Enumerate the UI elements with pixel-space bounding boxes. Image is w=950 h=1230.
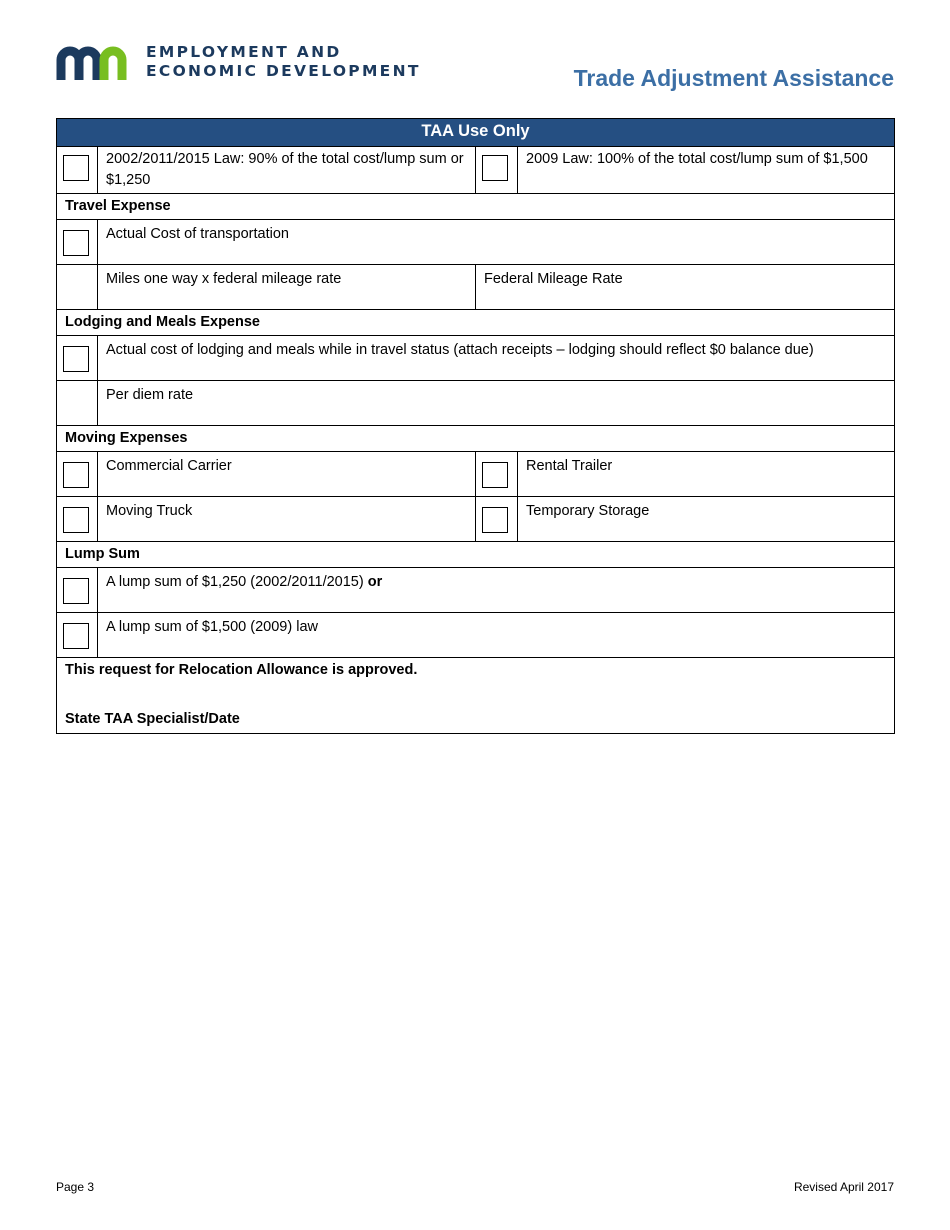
federal-mileage-rate-field[interactable]: Federal Mileage Rate: [476, 265, 895, 310]
miles-field[interactable]: Miles one way x federal mileage rate: [98, 265, 476, 310]
form-title: TAA Use Only: [57, 119, 895, 147]
travel-expense-section: [57, 194, 895, 220]
lump-sum-1500-label: A lump sum of $1,500 (2009) law: [98, 613, 895, 658]
moving-truck-checkbox[interactable]: [63, 507, 89, 533]
moving-expenses-heading: Moving Expenses: [57, 426, 895, 452]
lump-sum-1250-cell: [98, 568, 895, 613]
page-header: [56, 40, 894, 100]
moving-row-2: [57, 497, 895, 542]
approval-row: [57, 658, 895, 734]
travel-actual-cost-checkbox[interactable]: [63, 230, 89, 256]
agency-name-line2: ECONOMIC DEVELOPMENT: [146, 62, 421, 80]
travel-mileage-row: [57, 265, 895, 310]
travel-actual-cost-row: [57, 220, 895, 265]
law-options-row: [57, 147, 895, 194]
lump-sum-1250-checkbox[interactable]: [63, 578, 89, 604]
lump-sum-heading: Lump Sum: [57, 542, 895, 568]
travel-expense-heading: Travel Expense: [57, 194, 895, 220]
rental-trailer-checkbox[interactable]: [482, 462, 508, 488]
minnesota-logo-icon: [56, 44, 136, 80]
lump-sum-1500-checkbox[interactable]: [63, 623, 89, 649]
empty-cell: [57, 381, 98, 426]
page-number: Page 3: [56, 1180, 95, 1194]
form-title-bar: [57, 119, 895, 147]
lump-sum-section: [57, 542, 895, 568]
lodging-meals-section: [57, 310, 895, 336]
commercial-carrier-checkbox[interactable]: [63, 462, 89, 488]
law-2009-label: 2009 Law: 100% of the total cost/lump sum of $1,500: [518, 147, 895, 194]
lodging-actual-cost-checkbox[interactable]: [63, 346, 89, 372]
agency-name-line1: EMPLOYMENT AND: [146, 43, 342, 61]
moving-truck-label: Moving Truck: [98, 497, 476, 542]
approval-statement: This request for Relocation Allowance is approved.: [65, 662, 418, 678]
per-diem-field[interactable]: Per diem rate: [98, 381, 895, 426]
lump-sum-1250-label: A lump sum of $1,250 (2002/2011/2015): [106, 574, 368, 590]
per-diem-row: [57, 381, 895, 426]
law-2002-2011-2015-label: 2002/2011/2015 Law: 90% of the total cost/lump sum or $1,250: [98, 147, 476, 194]
lump-sum-or-label: or: [367, 574, 383, 590]
approval-cell[interactable]: [57, 658, 895, 734]
lump-sum-row-1: [57, 568, 895, 613]
lump-sum-row-2: [57, 613, 895, 658]
travel-actual-cost-label: Actual Cost of transportation: [98, 220, 895, 265]
law-2009-checkbox[interactable]: [482, 155, 508, 181]
moving-row-1: [57, 452, 895, 497]
lodging-actual-cost-label: Actual cost of lodging and meals while in travel status (attach receipts – lodging should reflect $0 balance due): [98, 336, 895, 381]
empty-cell: [57, 265, 98, 310]
revision-date: Revised April 2017: [793, 1180, 894, 1194]
lodging-actual-cost-row: [57, 336, 895, 381]
document-title: Trade Adjustment Assistance: [573, 65, 894, 91]
agency-name: [146, 43, 421, 81]
law-2002-2011-2015-checkbox[interactable]: [63, 155, 89, 181]
lodging-meals-heading: Lodging and Meals Expense: [57, 310, 895, 336]
moving-expenses-section: [57, 426, 895, 452]
specialist-signature-label: State TAA Specialist/Date: [65, 711, 240, 727]
temporary-storage-checkbox[interactable]: [482, 507, 508, 533]
rental-trailer-label: Rental Trailer: [518, 452, 895, 497]
commercial-carrier-label: Commercial Carrier: [98, 452, 476, 497]
taa-use-only-form: [56, 118, 895, 734]
temporary-storage-label: Temporary Storage: [518, 497, 895, 542]
